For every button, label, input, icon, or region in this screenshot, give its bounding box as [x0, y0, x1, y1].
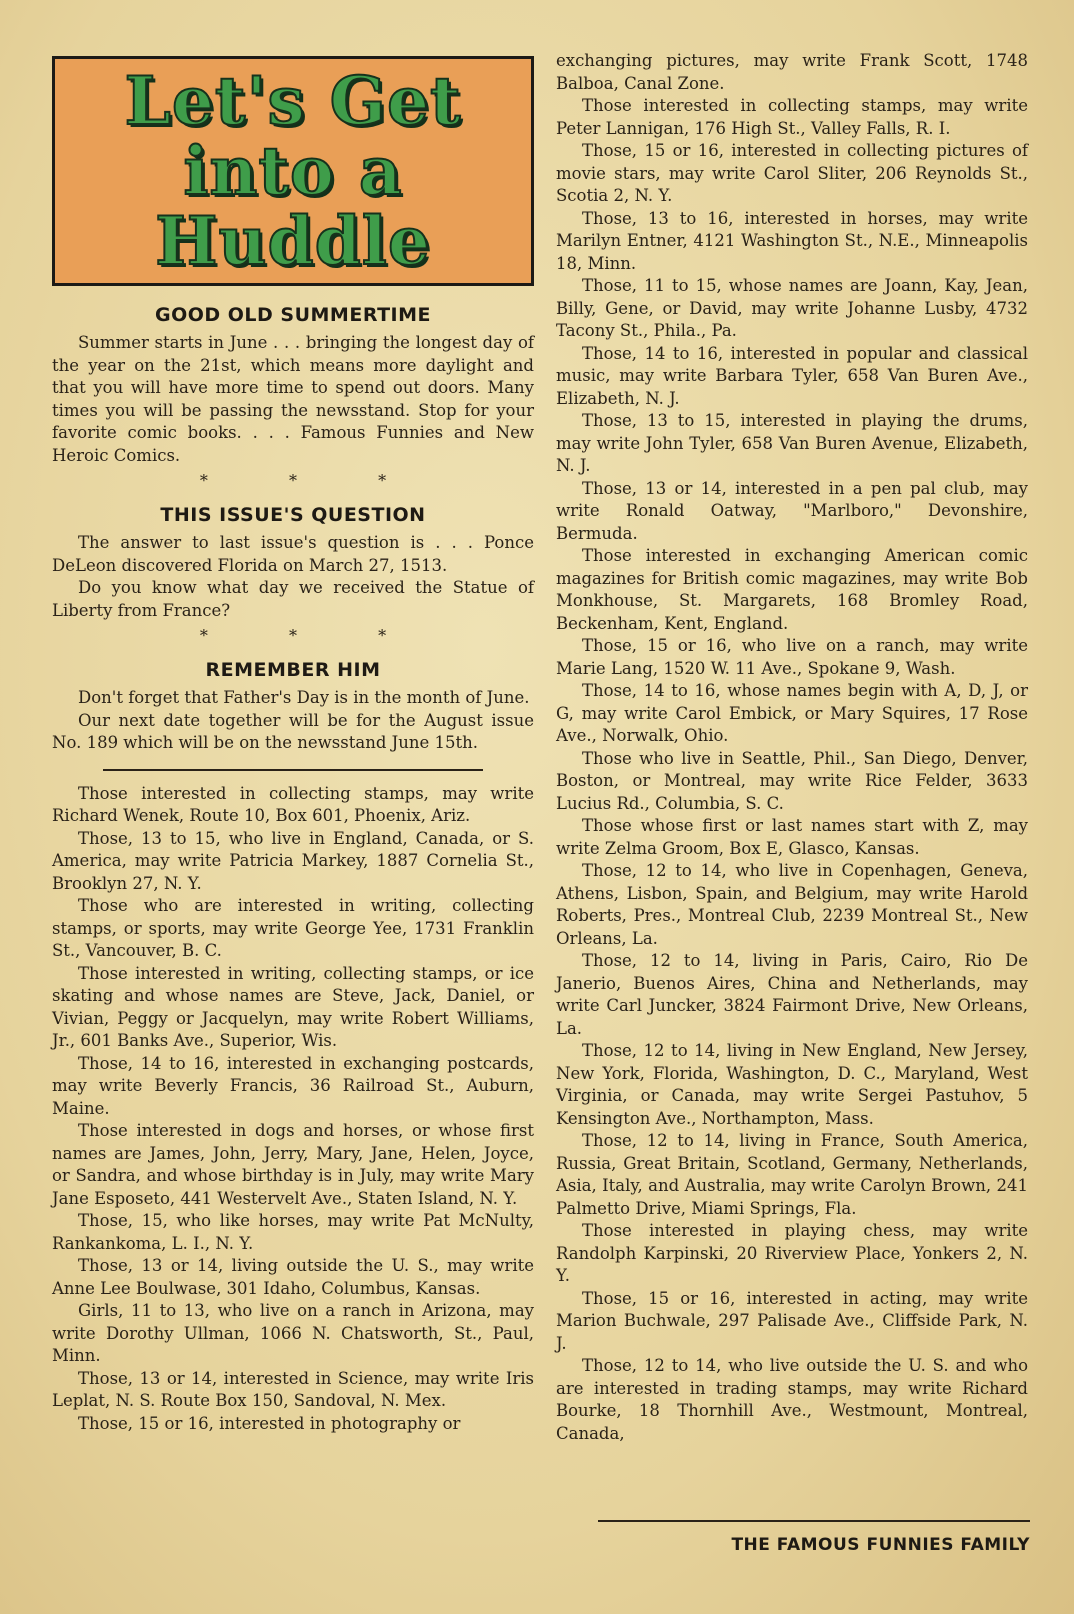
listing: Those, 13 or 14, interested in a pen pal club, may write Ronald Oatway, "Marlboro," Devonshire, Bermuda. — [556, 478, 1028, 543]
listing: Those interested in exchanging American comic magazines for British comic magazines, may write Bob Monkhouse, St. Margarets, 168 Bromley Road, Beckenham, Kent, England. — [556, 546, 1028, 633]
question-answer: The answer to last issue's question is . . . Ponce DeLeon discovered Florida on March 27, 1513. — [52, 533, 534, 575]
listing: Those, 13 to 16, interested in horses, may write Marilyn Entner, 4121 Washington St., N.E., Minneapolis 18, Minn. — [556, 208, 1028, 273]
listing: Those, 15 or 16, interested in acting, may write Marion Buchwale, 297 Palisade Ave., Cliffside Park, N. J. — [556, 1288, 1028, 1353]
listing: Those, 14 to 16, whose names begin with A, D, J, or G, may write Carol Embick, or Mary Squires, 17 Rose Ave., Norwalk, Ohio. — [556, 681, 1028, 745]
listing: Those interested in dogs and horses, or whose first names are James, John, Jerry, Mary, Jane, Helen, Joyce, or Sandra, and whose birthday is in July, may write Mary Jane Esposeto, 441 Westervelt Ave., Staten Island, N. Y. — [52, 1121, 534, 1208]
title-line-3: Huddle — [155, 202, 431, 280]
listing: Those, 12 to 14, who live outside the U. S. and who are interested in trading stamps, may write Richard Bourke, 18 Thornhill Ave., Westmount, Montreal, Canada, — [556, 1356, 1028, 1443]
listing: Those interested in playing chess, may write Randolph Karpinski, 20 Riverview Place, Yonkers 2, N. Y. — [556, 1221, 1028, 1285]
listing: Those, 12 to 14, living in France, South America, Russia, Great Britain, Scotland, Germany, Netherlands, Asia, Italy, and Australia, may write Carolyn Brown, 241 Palmetto Drive, Miami Springs, Fla. — [556, 1131, 1028, 1218]
listing: Those, 13 to 15, interested in playing the drums, may write John Tyler, 658 Van Buren Avenue, Elizabeth, N. J. — [556, 411, 1028, 475]
listing: Those, 11 to 15, whose names are Joann, Kay, Jean, Billy, Gene, or David, may write Johanne Lusby, 4732 Tacony St., Phila., Pa. — [556, 276, 1028, 340]
divider-rule — [103, 769, 483, 771]
listing: Those whose first or last names start with Z, may write Zelma Groom, Box E, Glasco, Kansas. — [556, 816, 1028, 858]
listing: Those, 12 to 14, living in Paris, Cairo, Rio De Janerio, Buenos Aires, China and Netherlands, may write Carl Juncker, 3824 Fairmont Drive, New Orleans, La. — [556, 951, 1028, 1038]
listing: Those, 12 to 14, living in New England, New Jersey, New York, Florida, Washington, D. C., Maryland, West Virginia, or Canada, may write Sergei Pastuhov, 5 Kensington Ave., Northampton, Mass. — [556, 1041, 1028, 1128]
title-banner — [52, 56, 534, 286]
right-column — [556, 50, 1028, 1445]
footer-rule — [598, 1520, 1030, 1522]
listing: Those, 14 to 16, interested in exchanging postcards, may write Beverly Francis, 36 Railroad St., Auburn, Maine. — [52, 1053, 534, 1118]
heading-summertime: GOOD OLD SUMMERTIME — [154, 304, 432, 326]
listing: Those, 15, who like horses, may write Pat McNulty, Rankankoma, L. I., N. Y. — [52, 1211, 534, 1253]
listing: Those who live in Seattle, Phil., San Diego, Denver, Boston, or Montreal, may write Rice Felder, 3633 Lucius Rd., Columbia, S. C. — [556, 748, 1028, 813]
listing: Girls, 11 to 13, who live on a ranch in Arizona, may write Dorothy Ullman, 1066 N. Chatsworth, St., Paul, Minn. — [52, 1301, 534, 1365]
summertime-text: Summer starts in June . . . bringing the longest day of the year on the 21st, which means more daylight and that you will have more time to spend out doors. Many times you will be passing the newsstand. Stop for your favorite comic books. . . . Famous Funnies and New Heroic Comics. — [52, 333, 534, 465]
title-line-1: Let's Get — [124, 62, 462, 140]
listing: Those, 15 or 16, who live on a ranch, may write Marie Lang, 1520 W. 11 Ave., Spokane 9, Wash. — [556, 636, 1028, 678]
listing-continuation: exchanging pictures, may write Frank Scott, 1748 Balboa, Canal Zone. — [556, 51, 1028, 93]
listing: Those, 13 to 15, who live in England, Canada, or S. America, may write Patricia Markey, 1887 Cornelia St., Brooklyn 27, N. Y. — [52, 828, 534, 893]
listing: Those interested in collecting stamps, may write Peter Lannigan, 176 High St., Valley Falls, R. I. — [556, 96, 1028, 138]
listing: Those, 15 or 16, interested in collecting pictures of movie stars, may write Carol Sliter, 206 Reynolds St., Scotia 2, N. Y. — [556, 141, 1028, 205]
separator-stars: * * * — [199, 471, 425, 490]
listing: Those, 13 or 14, living outside the U. S., may write Anne Lee Boulwase, 301 Idaho, Columbus, Kansas. — [52, 1256, 534, 1298]
separator-stars: * * * — [199, 626, 425, 645]
listing: Those, 12 to 14, who live in Copenhagen, Geneva, Athens, Lisbon, Spain, and Belgium, may write Harold Roberts, Pres., Montreal Club, 2239 Montreal St., New Orleans, La. — [556, 861, 1028, 948]
listing: Those interested in collecting stamps, may write Richard Wenek, Route 10, Box 601, Phoenix, Ariz. — [52, 783, 534, 825]
heading-remember: REMEMBER HIM — [205, 659, 381, 681]
listing: Those, 13 or 14, interested in Science, may write Iris Leplat, N. S. Route Box 150, Sandoval, N. Mex. — [52, 1368, 534, 1410]
listing: Those interested in writing, collecting stamps, or ice skating and whose names are Steve, Jack, Daniel, or Vivian, Peggy or Jacquelyn, may write Robert Williams, Jr., 601 Banks Ave., Superior, Wis. — [52, 963, 534, 1050]
heading-question: THIS ISSUE'S QUESTION — [160, 504, 426, 526]
title-line-2: into a — [183, 132, 403, 210]
left-column — [52, 56, 534, 1435]
listing: Those who are interested in writing, collecting stamps, or sports, may write George Yee, 1731 Franklin St., Vancouver, B. C. — [52, 896, 534, 960]
listing: Those, 15 or 16, interested in photography or — [78, 1413, 461, 1433]
listing: Those, 14 to 16, interested in popular and classical music, may write Barbara Tyler, 658 Van Buren Ave., Elizabeth, N. J. — [556, 343, 1028, 408]
remember-text: Don't forget that Father's Day is in the month of June. — [78, 688, 530, 707]
footer-title: THE FAMOUS FUNNIES FAMILY — [731, 1535, 1030, 1555]
question-text: Do you know what day we received the Statue of Liberty from France? — [52, 578, 534, 620]
next-issue-text: Our next date together will be for the August issue No. 189 which will be on the newsstand June 15th. — [52, 710, 534, 752]
